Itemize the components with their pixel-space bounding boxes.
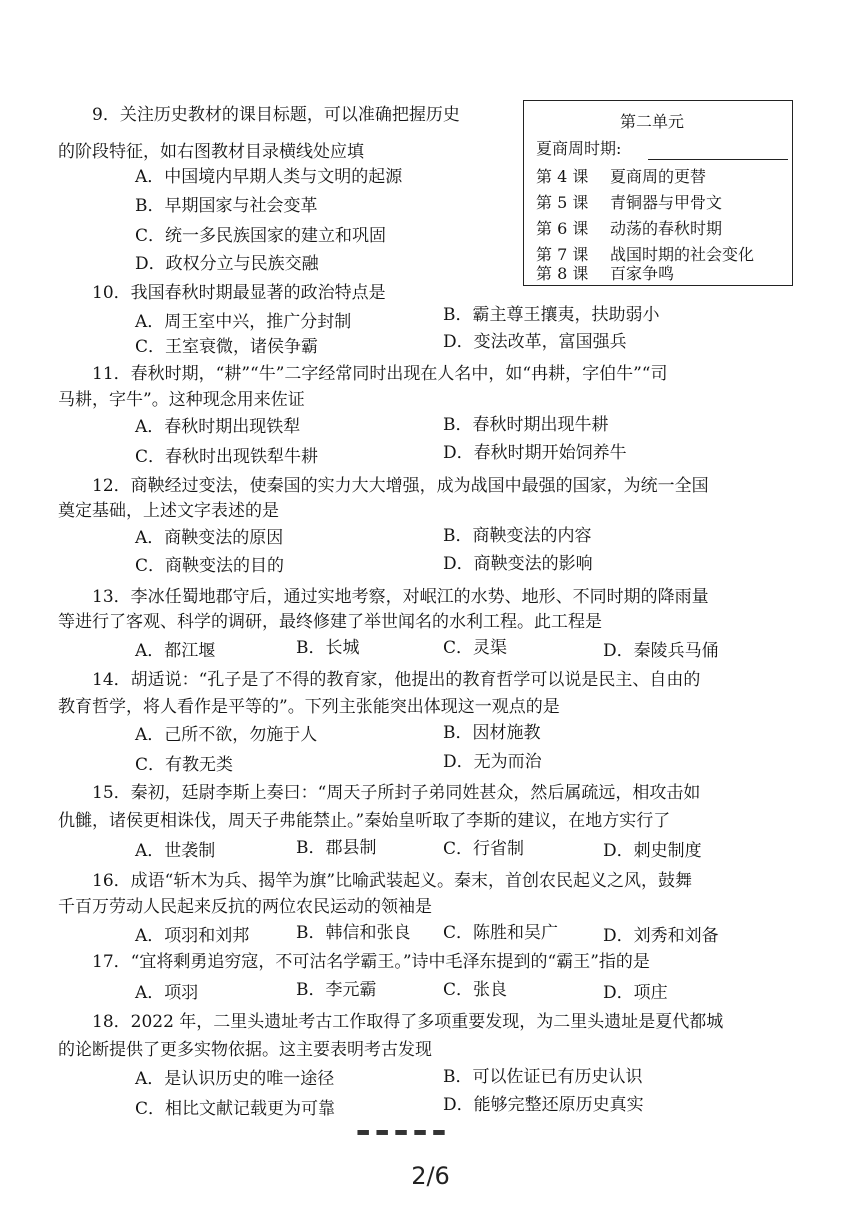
toc-blank-line [648, 159, 788, 160]
q18-option-b: B．可以佐证已有历史认识 [443, 1067, 643, 1087]
q11-option-c: C．春秋时出现铁犁牛耕 [135, 447, 319, 467]
q12-stem-line1: 12．商鞅经过变法，使秦国的实力大大增强，成为战国中最强的国家，为统一全国 [92, 476, 709, 496]
q13-stem-line2: 等进行了客观、科学的调研，最终修建了举世闻名的水利工程。此工程是 [58, 612, 602, 632]
q18-option-c: C．相比文献记载更为可靠 [135, 1099, 336, 1119]
toc-lesson-title: 百家争鸣 [610, 264, 675, 283]
toc-unit-title: 第二单元 [620, 112, 685, 131]
q9-option-b: B．早期国家与社会变革 [135, 196, 318, 216]
q13-option-c: C．灵渠 [443, 638, 508, 658]
q16-stem-line2: 千百万劳动人民起来反抗的两位农民运动的领袖是 [58, 897, 432, 917]
q17-option-b: B．李元霸 [296, 980, 377, 1000]
q15-stem-line1: 15．秦初，廷尉李斯上奏曰：“周天子所封子弟同姓甚众，然后属疏远，相攻击如 [92, 783, 701, 803]
textbook-toc-box [523, 100, 793, 286]
q12-option-d: D．商鞅变法的影响 [443, 554, 593, 574]
q18-stem-line1: 18．2022 年，二里头遗址考古工作取得了多项重要发现，为二里头遗址是夏代都城 [92, 1012, 724, 1032]
toc-lesson-title: 青铜器与甲骨文 [610, 193, 723, 212]
q18-option-a: A．是认识历史的唯一途径 [135, 1069, 335, 1089]
q15-option-a: A．世袭制 [135, 841, 216, 861]
q17-stem: 17．“宜将剩勇追穷寇，不可沽名学霸王。”诗中毛泽东提到的“霸王”指的是 [92, 952, 650, 972]
q11-option-a: A．春秋时期出现铁犁 [135, 417, 301, 437]
toc-lesson-title: 动荡的春秋时期 [610, 219, 723, 238]
q9-option-a: A．中国境内早期人类与文明的起源 [135, 167, 403, 187]
q17-option-c: C．张良 [443, 980, 508, 1000]
q14-option-c: C．有教无类 [135, 755, 234, 775]
q11-stem-line2: 马耕，字牛”。这种现念用来佐证 [58, 390, 305, 410]
q16-option-a: A．项羽和刘邦 [135, 926, 250, 946]
q10-option-a: A．周王室中兴，推广分封制 [135, 312, 352, 332]
q12-option-c: C．商鞅变法的目的 [135, 556, 285, 576]
q10-option-b: B．霸主尊王攘夷，扶助弱小 [443, 305, 660, 325]
q13-option-b: B．长城 [296, 638, 360, 658]
q11-stem-line1: 11．春秋时期，“耕”“牛”二字经常同时出现在人名中，如“冉耕，字伯牛”“司 [92, 364, 668, 384]
q15-stem-line2: 仇雠，诸侯更相诛伐，周天子弗能禁止。”秦始皇听取了李斯的建议，在地方实行了 [58, 811, 671, 831]
q17-option-d: D．项庄 [603, 983, 668, 1003]
q14-stem-line2: 教育哲学，将人看作是平等的”。下列主张能突出体现这一观点的是 [58, 697, 560, 717]
q18-option-d: D．能够完整还原历史真实 [443, 1095, 644, 1115]
toc-lesson-number: 第 8 课 [536, 264, 589, 283]
q17-option-a: A．项羽 [135, 983, 199, 1003]
q12-stem-line2: 奠定基础，上述文字表述的是 [58, 501, 279, 521]
q15-option-b: B．郡县制 [296, 838, 377, 858]
q13-stem-line1: 13．李冰任蜀地郡守后，通过实地考察，对岷江的水势、地形、不同时期的降雨量 [92, 587, 709, 607]
q14-stem-line1: 14．胡适说：“孔子是了不得的教育家，他提出的教育哲学可以说是民主、自由的 [92, 670, 701, 690]
toc-lesson-number: 第 6 课 [536, 219, 589, 238]
q16-option-c: C．陈胜和吴广 [443, 923, 559, 943]
q11-option-d: D．春秋时期开始饲养牛 [443, 443, 627, 463]
q12-option-b: B．商鞅变法的内容 [443, 526, 592, 546]
q16-option-b: B．韩信和张良 [296, 923, 411, 943]
q9-option-c: C．统一多民族国家的建立和巩固 [135, 226, 387, 246]
q9-stem-line2: 的阶段特征，如右图教材目录横线处应填 [58, 142, 364, 162]
q15-option-d: D．刺史制度 [603, 841, 702, 861]
q11-option-b: B．春秋时期出现牛耕 [443, 415, 609, 435]
q14-option-a: A．己所不欲，勿施于人 [135, 725, 318, 745]
q10-stem: 10．我国春秋时期最显著的政治特点是 [92, 283, 386, 303]
q16-stem-line1: 16．成语“斩木为兵、揭竿为旗”比喻武装起义。秦末，首创农民起义之风，鼓舞 [92, 871, 693, 891]
toc-lesson-number: 第 4 课 [536, 167, 589, 186]
q13-option-a: A．都江堰 [135, 641, 216, 661]
q16-option-d: D．刘秀和刘备 [603, 926, 719, 946]
page-number: 2/6 [411, 1162, 450, 1190]
q12-option-a: A．商鞅变法的原因 [135, 528, 284, 548]
toc-lesson-number: 第 7 课 [536, 245, 589, 264]
q14-option-b: B．因材施教 [443, 723, 541, 743]
q18-stem-line2: 的论断提供了更多实物依据。这主要表明考古发现 [58, 1040, 432, 1060]
toc-period-label: 夏商周时期: [536, 139, 622, 158]
q14-option-d: D．无为而治 [443, 752, 542, 772]
cropped-text-fragment: ▬ ▬ ▬ ▬ ▬ [356, 1130, 446, 1140]
q10-option-d: D．变法改革，富国强兵 [443, 332, 627, 352]
toc-lesson-title: 战国时期的社会变化 [610, 245, 755, 264]
q15-option-c: C．行省制 [443, 839, 525, 859]
toc-lesson-number: 第 5 课 [536, 193, 589, 212]
q9-option-d: D．政权分立与民族交融 [135, 254, 319, 274]
toc-lesson-title: 夏商周的更替 [610, 167, 707, 186]
q10-option-c: C．王室衰微，诸侯争霸 [135, 337, 319, 357]
q13-option-d: D．秦陵兵马俑 [603, 641, 719, 661]
q9-stem-line1: 9．关注历史教材的课目标题，可以准确把握历史 [92, 105, 460, 125]
